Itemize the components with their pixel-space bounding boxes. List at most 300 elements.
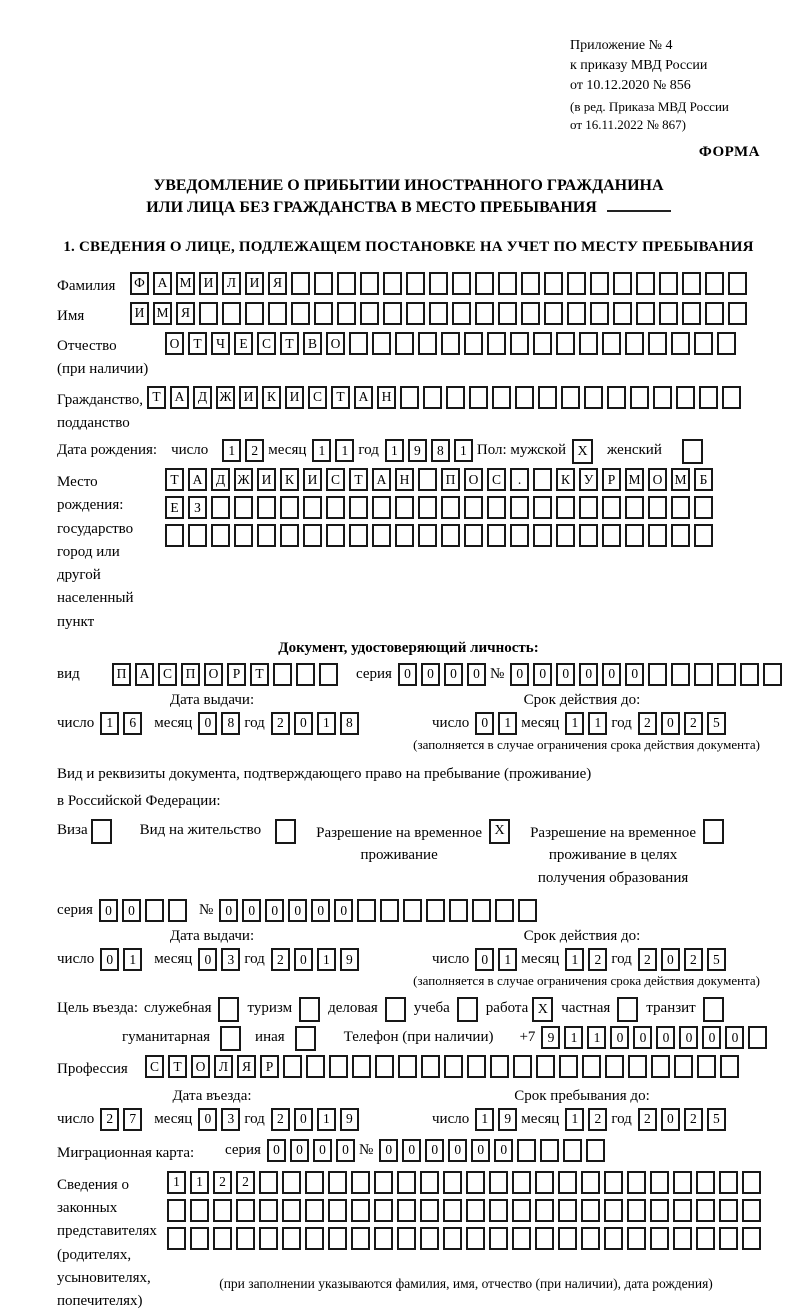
char-cell: К: [280, 468, 299, 491]
purpose-business-checkbox: [385, 997, 406, 1022]
char-cell: [374, 1227, 393, 1250]
char-cell: 2: [100, 1108, 119, 1131]
char-cell: 0: [290, 1139, 309, 1162]
char-cell: 0: [198, 712, 217, 735]
patronymic-label: Отчество: [57, 338, 117, 355]
valid-day-cells: [475, 712, 521, 735]
char-cell: [648, 524, 667, 547]
char-cell: 0: [99, 899, 118, 922]
char-cell: [418, 332, 437, 355]
residence-number-label: №: [198, 902, 214, 919]
char-cell: [559, 1055, 578, 1078]
char-cell: [282, 1171, 301, 1194]
char-cell: [538, 386, 557, 409]
birth-year-cells: [385, 439, 477, 462]
doc-series-label: серия: [356, 665, 392, 682]
char-cell: М: [153, 302, 172, 325]
char-cell: [720, 1055, 739, 1078]
char-cell: 0: [267, 1139, 286, 1162]
char-cell: [533, 468, 552, 491]
validity-note: (заполняется в случае ограничения срока действия документа): [413, 973, 760, 989]
char-cell: [167, 1199, 186, 1222]
char-cell: [533, 524, 552, 547]
char-cell: [418, 468, 437, 491]
char-cell: 0: [556, 663, 575, 686]
char-cell: [466, 1227, 485, 1250]
char-cell: [628, 1055, 647, 1078]
representatives-label-line3: представителях: [57, 1223, 157, 1240]
char-cell: 2: [271, 712, 290, 735]
char-cell: [372, 332, 391, 355]
residence-permit-checkbox: [275, 819, 296, 844]
char-cell: [563, 1139, 582, 1162]
field-surname: [57, 272, 760, 298]
issue-date-title: Дата выдачи:: [169, 691, 255, 708]
char-cell: П: [441, 468, 460, 491]
char-cell: П: [181, 663, 200, 686]
char-cell: [653, 386, 672, 409]
purpose-other-checkbox: [295, 1026, 316, 1051]
char-cell: [648, 332, 667, 355]
temp-residence-label-line1: Разрешение на временное: [316, 824, 483, 841]
char-cell: [395, 496, 414, 519]
char-cell: [581, 1199, 600, 1222]
char-cell: 0: [725, 1026, 744, 1049]
char-cell: [581, 1227, 600, 1250]
annex-line: Приложение № 4: [570, 38, 673, 53]
char-cell: [676, 386, 695, 409]
birth-place-label-city: город или другой: [57, 543, 120, 584]
char-cell: 0: [402, 1139, 421, 1162]
year-label: год: [244, 951, 265, 968]
birth-place-label: Место рождения:: [57, 474, 124, 514]
month-label: месяц: [154, 1110, 193, 1127]
month-label: месяц: [154, 714, 193, 731]
day-label: число: [57, 714, 95, 731]
char-cell: Р: [602, 468, 621, 491]
char-cell: [319, 663, 338, 686]
char-cell: [717, 332, 736, 355]
char-cell: [602, 496, 621, 519]
representatives-label-line5: усыновителях,: [57, 1269, 151, 1286]
char-cell: 1: [317, 948, 336, 971]
char-cell: [429, 272, 448, 295]
char-cell: А: [354, 386, 373, 409]
residence-doc-options: [57, 819, 760, 890]
char-cell: К: [556, 468, 575, 491]
arrival-date-title: Дата въезда:: [172, 1087, 252, 1104]
char-cell: И: [285, 386, 304, 409]
char-cell: 5: [707, 1108, 726, 1131]
field-representatives: [57, 1171, 760, 1313]
char-cell: [337, 272, 356, 295]
char-cell: [283, 1055, 302, 1078]
char-cell: [728, 272, 747, 295]
char-cell: Ч: [211, 332, 230, 355]
char-cell: [627, 1171, 646, 1194]
phone-cells: [541, 1026, 771, 1049]
char-cell: [498, 302, 517, 325]
char-cell: [305, 1199, 324, 1222]
char-cell: [305, 1171, 324, 1194]
char-cell: [443, 1227, 462, 1250]
char-cell: Т: [147, 386, 166, 409]
form-title-line1: УВЕДОМЛЕНИЕ О ПРИБЫТИИ ИНОСТРАННОГО ГРАЖДАНИНА: [153, 176, 664, 194]
char-cell: Н: [377, 386, 396, 409]
char-cell: [728, 302, 747, 325]
char-cell: [579, 332, 598, 355]
year-label: год: [244, 714, 265, 731]
purpose-work: [486, 997, 554, 1022]
char-cell: [383, 272, 402, 295]
char-cell: [613, 272, 632, 295]
char-cell: С: [326, 468, 345, 491]
char-cell: [604, 1227, 623, 1250]
residence-issue-month-cells: [198, 948, 244, 971]
char-cell: Т: [165, 468, 184, 491]
char-cell: 1: [385, 439, 404, 462]
char-cell: [544, 272, 563, 295]
char-cell: [475, 302, 494, 325]
char-cell: [487, 332, 506, 355]
purpose-humanitarian-checkbox: [220, 1026, 241, 1051]
char-cell: [257, 524, 276, 547]
char-cell: Е: [165, 496, 184, 519]
char-cell: [659, 272, 678, 295]
month-label: месяц: [521, 1110, 560, 1127]
month-label: месяц: [521, 951, 560, 968]
char-cell: [464, 332, 483, 355]
char-cell: [429, 302, 448, 325]
char-cell: [581, 1171, 600, 1194]
char-cell: [466, 1199, 485, 1222]
char-cell: 0: [448, 1139, 467, 1162]
char-cell: 0: [294, 712, 313, 735]
temp-residence-edu-checkbox: [703, 819, 724, 844]
char-cell: 1: [123, 948, 142, 971]
char-cell: В: [303, 332, 322, 355]
profession-label: Профессия: [57, 1061, 128, 1078]
char-cell: [397, 1171, 416, 1194]
char-cell: [605, 1055, 624, 1078]
char-cell: Л: [214, 1055, 233, 1078]
char-cell: [190, 1227, 209, 1250]
char-cell: [544, 302, 563, 325]
section1-title: 1. СВЕДЕНИЯ О ЛИЦЕ, ПОДЛЕЖАЩЕМ ПОСТАНОВКЕ НА УЧЕТ ПО МЕСТУ ПРЕБЫВАНИЯ: [63, 238, 754, 255]
char-cell: [584, 386, 603, 409]
char-cell: О: [648, 468, 667, 491]
char-cell: [273, 663, 292, 686]
char-cell: [487, 524, 506, 547]
char-cell: [650, 1199, 669, 1222]
option-temp-residence-education: [530, 819, 724, 890]
char-cell: 8: [221, 712, 240, 735]
char-cell: [467, 1055, 486, 1078]
sex-label: Пол: мужской: [476, 442, 567, 459]
char-cell: [694, 524, 713, 547]
char-cell: 0: [633, 1026, 652, 1049]
migration-card-label: Миграционная карта:: [57, 1144, 195, 1161]
char-cell: [602, 332, 621, 355]
char-cell: 2: [684, 712, 703, 735]
char-cell: 2: [588, 1108, 607, 1131]
char-cell: 1: [587, 1026, 606, 1049]
char-cell: [395, 332, 414, 355]
char-cell: 2: [684, 1108, 703, 1131]
birth-date-label: Дата рождения:: [57, 442, 158, 459]
visa-checkbox: [91, 819, 112, 844]
char-cell: А: [170, 386, 189, 409]
char-cell: 1: [312, 439, 331, 462]
char-cell: [349, 332, 368, 355]
char-cell: [742, 1227, 761, 1250]
day-label: число: [432, 951, 470, 968]
citizenship-cells: [147, 386, 745, 409]
char-cell: Ж: [216, 386, 235, 409]
char-cell: 1: [588, 712, 607, 735]
residence-valid-day-cells: [475, 948, 521, 971]
char-cell: [498, 272, 517, 295]
char-cell: [558, 1171, 577, 1194]
char-cell: А: [188, 468, 207, 491]
annex-header: [570, 36, 760, 134]
char-cell: [490, 1055, 509, 1078]
char-cell: М: [176, 272, 195, 295]
field-profession: [57, 1055, 760, 1081]
doc-number-cells: [510, 663, 786, 686]
option-temp-residence: [316, 819, 510, 867]
char-cell: 1: [317, 1108, 336, 1131]
char-cell: 2: [213, 1171, 232, 1194]
char-cell: [326, 496, 345, 519]
char-cell: [579, 524, 598, 547]
char-cell: [625, 524, 644, 547]
citizenship-label2: подданство: [57, 414, 130, 431]
char-cell: [375, 1055, 394, 1078]
residence-series-label: серия: [57, 902, 93, 919]
char-cell: 9: [340, 1108, 359, 1131]
char-cell: 0: [294, 1108, 313, 1131]
char-cell: [510, 332, 529, 355]
annex-line: от 10.12.2020 № 856: [570, 77, 691, 93]
char-cell: Б: [694, 468, 713, 491]
char-cell: [259, 1171, 278, 1194]
birth-place-label-settlement: населенный пункт: [57, 590, 134, 630]
char-cell: [351, 1227, 370, 1250]
char-cell: [443, 1199, 462, 1222]
char-cell: [398, 1055, 417, 1078]
char-cell: [259, 1199, 278, 1222]
char-cell: [397, 1227, 416, 1250]
char-cell: [719, 1171, 738, 1194]
char-cell: 0: [494, 1139, 513, 1162]
char-cell: И: [199, 272, 218, 295]
char-cell: 0: [313, 1139, 332, 1162]
char-cell: 0: [510, 663, 529, 686]
char-cell: [556, 332, 575, 355]
char-cell: С: [145, 1055, 164, 1078]
char-cell: [521, 272, 540, 295]
valid-month-cells: [565, 712, 611, 735]
char-cell: [259, 1227, 278, 1250]
char-cell: 0: [219, 899, 238, 922]
char-cell: [535, 1199, 554, 1222]
char-cell: [420, 1227, 439, 1250]
char-cell: [374, 1171, 393, 1194]
representatives-label-line2: законных: [57, 1200, 118, 1217]
char-cell: 0: [334, 899, 353, 922]
valid-year-cells: [638, 712, 730, 735]
issue-month-cells: [198, 712, 244, 735]
char-cell: [630, 386, 649, 409]
char-cell: 2: [638, 948, 657, 971]
char-cell: [236, 1227, 255, 1250]
char-cell: [579, 496, 598, 519]
char-cell: [199, 302, 218, 325]
char-cell: [305, 1227, 324, 1250]
char-cell: [604, 1171, 623, 1194]
char-cell: [464, 496, 483, 519]
day-label: число: [57, 1110, 95, 1127]
char-cell: [418, 496, 437, 519]
char-cell: [291, 272, 310, 295]
char-cell: Т: [168, 1055, 187, 1078]
char-cell: [650, 1171, 669, 1194]
char-cell: [748, 1026, 767, 1049]
char-cell: [535, 1171, 554, 1194]
char-cell: [517, 1139, 536, 1162]
char-cell: О: [165, 332, 184, 355]
char-cell: [213, 1199, 232, 1222]
char-cell: [533, 496, 552, 519]
char-cell: [245, 302, 264, 325]
temp-residence-label-line2: проживание: [360, 847, 438, 864]
temp-residence-edu-label-line3: получения образования: [537, 869, 689, 886]
char-cell: [296, 663, 315, 686]
purpose-study: [414, 997, 478, 1022]
char-cell: 0: [100, 948, 119, 971]
field-birth-place: [57, 468, 760, 634]
char-cell: 0: [467, 663, 486, 686]
birth-place-label-state: государство: [57, 520, 134, 537]
char-cell: Д: [193, 386, 212, 409]
char-cell: [326, 524, 345, 547]
char-cell: [257, 496, 276, 519]
char-cell: [650, 1227, 669, 1250]
char-cell: [558, 1227, 577, 1250]
purpose-official: [144, 997, 240, 1022]
char-cell: [510, 496, 529, 519]
char-cell: 1: [564, 1026, 583, 1049]
char-cell: [742, 1199, 761, 1222]
char-cell: 1: [190, 1171, 209, 1194]
char-cell: 5: [707, 712, 726, 735]
char-cell: [694, 496, 713, 519]
char-cell: 0: [265, 899, 284, 922]
char-cell: 3: [221, 1108, 240, 1131]
char-cell: 1: [498, 948, 517, 971]
char-cell: З: [188, 496, 207, 519]
char-cell: 0: [444, 663, 463, 686]
char-cell: [518, 899, 537, 922]
char-cell: [536, 1055, 555, 1078]
char-cell: [671, 524, 690, 547]
char-cell: 0: [336, 1139, 355, 1162]
char-cell: [604, 1199, 623, 1222]
char-cell: [303, 524, 322, 547]
temp-residence-edu-label-line1: Разрешение на временное: [530, 824, 697, 841]
char-cell: 0: [421, 663, 440, 686]
stay-year-cells: [638, 1108, 730, 1131]
char-cell: И: [257, 468, 276, 491]
phone-prefix: +7: [519, 1029, 536, 1046]
arrival-month-cells: [198, 1108, 244, 1131]
char-cell: [328, 1171, 347, 1194]
char-cell: 0: [311, 899, 330, 922]
char-cell: [625, 332, 644, 355]
char-cell: [673, 1199, 692, 1222]
char-cell: [314, 302, 333, 325]
char-cell: [512, 1199, 531, 1222]
year-label: год: [358, 442, 379, 459]
char-cell: [282, 1199, 301, 1222]
char-cell: [705, 272, 724, 295]
char-cell: [556, 524, 575, 547]
identity-doc-heading: Документ, удостоверяющий личность:: [278, 639, 539, 656]
char-cell: [495, 899, 514, 922]
char-cell: 1: [317, 712, 336, 735]
purpose-private-label: частная: [561, 1000, 611, 1017]
char-cell: [357, 899, 376, 922]
char-cell: Д: [211, 468, 230, 491]
representatives-label-line6: попечителях): [57, 1293, 143, 1310]
char-cell: [567, 302, 586, 325]
char-cell: [329, 1055, 348, 1078]
char-cell: 1: [565, 948, 584, 971]
stay-until-title: Срок пребывания до:: [514, 1087, 650, 1104]
char-cell: [372, 496, 391, 519]
char-cell: О: [204, 663, 223, 686]
issue-year-cells: [271, 712, 363, 735]
residence-doc-intro-line1: Вид и реквизиты документа, подтверждающего право на пребывание (проживание): [57, 765, 592, 782]
char-cell: 0: [379, 1139, 398, 1162]
char-cell: [337, 302, 356, 325]
char-cell: 7: [123, 1108, 142, 1131]
form-title: [57, 175, 760, 219]
phone-label: Телефон (при наличии): [343, 1029, 494, 1046]
char-cell: [190, 1199, 209, 1222]
birth-place-row2: [165, 496, 717, 519]
char-cell: [602, 524, 621, 547]
char-cell: 0: [579, 663, 598, 686]
male-checkbox: X: [572, 439, 593, 464]
char-cell: [374, 1199, 393, 1222]
char-cell: [558, 1199, 577, 1222]
char-cell: 1: [100, 712, 119, 735]
char-cell: 1: [498, 712, 517, 735]
doc-type-cells: [112, 663, 342, 686]
char-cell: Е: [234, 332, 253, 355]
char-cell: [464, 524, 483, 547]
revision-line: (в ред. Приказа МВД России: [570, 98, 729, 114]
char-cell: 2: [588, 948, 607, 971]
char-cell: Я: [237, 1055, 256, 1078]
char-cell: С: [487, 468, 506, 491]
char-cell: Р: [260, 1055, 279, 1078]
char-cell: [694, 663, 713, 686]
purpose-other: [255, 1026, 316, 1051]
char-cell: Ж: [234, 468, 253, 491]
